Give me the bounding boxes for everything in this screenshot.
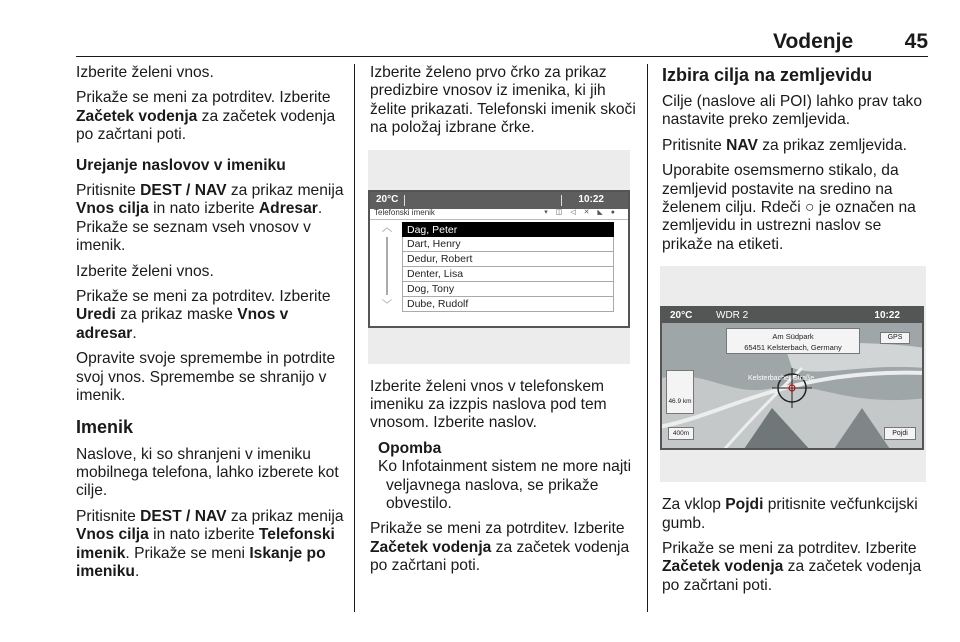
screen-subtitle-bar xyxy=(370,209,628,220)
note-label: Opomba xyxy=(378,439,442,457)
paragraph: Naslove, ki so shranjeni v imeniku mobilnega telefona, lahko izberete kot cilje. xyxy=(76,445,339,500)
page-title: Vodenje xyxy=(773,30,854,53)
paragraph: Za vklop Pojdi pritisnite večfunkcijski gumb. xyxy=(662,496,918,532)
clock: 10:22 xyxy=(578,193,604,205)
phonebook-entry[interactable]: Dag, Peter xyxy=(402,222,614,237)
scroll-up-icon[interactable]: ︿ xyxy=(382,222,392,234)
phonebook-entry[interactable]: Dedur, Robert xyxy=(402,252,614,267)
screen-subtitle: Telefonski imenik xyxy=(374,208,435,218)
paragraph: Pritisnite NAV za prikaz zemljevida. xyxy=(662,136,907,154)
map-scale: 400m xyxy=(668,427,694,440)
note xyxy=(370,440,636,514)
clock: 10:22 xyxy=(874,310,900,322)
page-header xyxy=(0,0,960,58)
paragraph: Izberite želeno prvo črko za prikaz predizbire vnosov iz imenika, ki jih želite prikazati. Telefonski imenik skoči na položaj izbrane črke. xyxy=(370,64,636,137)
paragraph: Prikaže se meni za potrditev. Izberite Začetek vodenja za začetek vodenja po začrtani poti. xyxy=(370,520,630,575)
phonebook-entry[interactable]: Dart, Henry xyxy=(402,237,614,252)
distance-indicator: 46.9 km xyxy=(666,370,694,414)
gps-button[interactable]: GPS xyxy=(880,332,910,344)
paragraph: Prikaže se meni za potrditev. Izberite Začetek vodenja za začetek vodenja po začrtani poti. xyxy=(662,540,922,594)
phonebook-list xyxy=(402,222,614,312)
paragraph: Prikaže se meni za potrditev. Izberite Začetek vodenja za začetek vodenja po začrtani poti. xyxy=(76,89,336,144)
radio-station: WDR 2 xyxy=(716,310,749,322)
column-1 xyxy=(76,64,346,588)
paragraph: Izberite želeni vnos v telefonskem imeniku za izzpis naslova pod tem vnosom. Izberite naslov. xyxy=(370,377,607,432)
paragraph: Uporabite osemsmerno stikalo, da zemljevid postavite na sredino na želenem cilju. Rdeči ○ je označen na zemljevidu in ustrezni naslov se prikaže na etiketi. xyxy=(662,162,916,253)
map-screen xyxy=(660,306,924,450)
map-place-label: Kelsterbacher Straße xyxy=(748,375,815,383)
header-rule xyxy=(76,56,928,57)
map-status-bar xyxy=(662,308,922,323)
subheading-edit: Urejanje naslovov v imeniku xyxy=(76,156,286,174)
scroll-down-icon[interactable]: ﹀ xyxy=(382,299,392,311)
page-number: 45 xyxy=(904,30,928,53)
paragraph: Pritisnite DEST / NAV za prikaz menija Vnos cilja in nato izberite Telefonski imenik. Prikaže se meni Iskanje po imeniku. xyxy=(76,507,344,580)
paragraph: Opravite svoje spremembe in potrdite svoj vnos. Spremembe se shranijo v imenik. xyxy=(76,350,336,405)
phonebook-entry[interactable]: Dog, Tony xyxy=(402,282,614,297)
scrollbar[interactable] xyxy=(386,237,388,295)
column-divider xyxy=(354,64,355,612)
phonebook-entry[interactable]: Denter, Lisa xyxy=(402,267,614,282)
paragraph: Izberite želeni vnos. xyxy=(76,262,214,280)
paragraph: Cilje (naslove ali POI) lahko prav tako nastavite preko zemljevida. xyxy=(662,93,923,129)
temperature: 20°C xyxy=(376,193,399,205)
map-screen-figure xyxy=(660,266,926,482)
note-body: Ko Infotainment sistem ne more najti veljavnega naslova, se prikaže obvestilo. xyxy=(378,458,632,513)
paragraph: Pritisnite DEST / NAV za prikaz menija Vnos cilja in nato izberite Adresar. Prikaže se seznam vseh vnosov v imenik. xyxy=(76,182,344,255)
temperature: 20°C xyxy=(670,310,693,322)
column-3 xyxy=(662,64,930,602)
phonebook-screen xyxy=(368,190,630,328)
address-label: Am Südpark 65451 Kelsterbach, Germany xyxy=(726,328,860,354)
section-heading-map: Izbira cilja na zemljevidu xyxy=(662,65,873,85)
column-divider xyxy=(647,64,648,612)
paragraph: Prikaže se meni za potrditev. Izberite Uredi za prikaz maske Vnos v adresar. xyxy=(76,288,331,342)
column-2 xyxy=(370,64,636,583)
phonebook-screen-figure xyxy=(368,150,630,364)
phonebook-entry[interactable]: Dube, Rudolf xyxy=(402,297,614,312)
section-heading-imenik: Imenik xyxy=(76,416,134,437)
pojdi-button[interactable]: Pojdi xyxy=(884,427,916,440)
status-icons: ▾ ◫ ◁ ✕ ◣ ● xyxy=(544,209,618,217)
paragraph: Izberite želeni vnos. xyxy=(76,64,214,81)
